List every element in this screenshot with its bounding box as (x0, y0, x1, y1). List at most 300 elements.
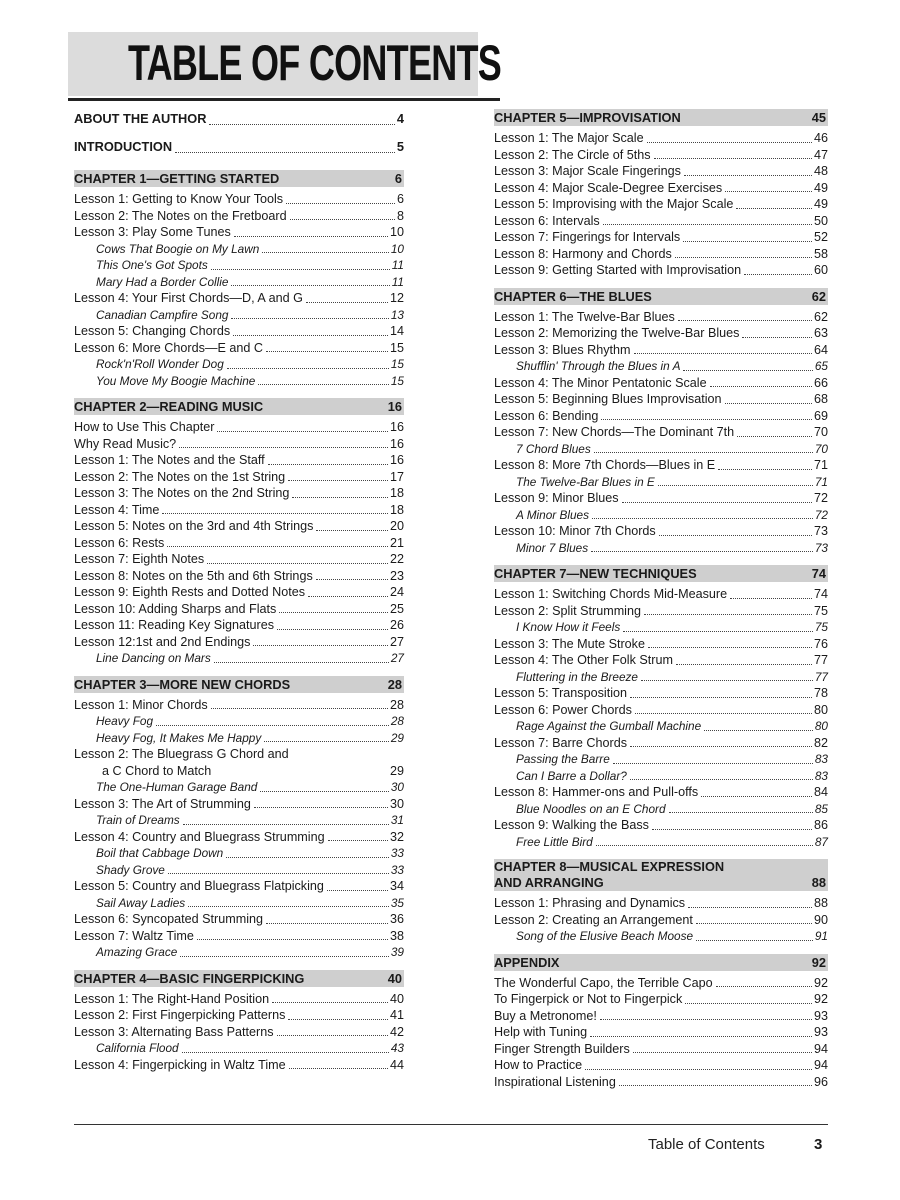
toc-song-entry (74, 812, 404, 829)
entry-page: 75 (814, 620, 828, 634)
entry-page: 64 (813, 342, 828, 357)
chapter-page: 40 (387, 970, 402, 986)
entry-page: 86 (813, 818, 828, 832)
toc-entry (74, 502, 404, 519)
entry-title: Lesson 1: The Major Scale (494, 131, 644, 145)
chapter-title: CHAPTER 8—MUSICAL EXPRESSION AND ARRANGING (494, 859, 725, 890)
entry-title: Why Read Music? (74, 436, 177, 451)
entry-title: Lesson 6: Syncopated Strumming (74, 912, 264, 926)
entry-title: Lesson 8: Harmony and Chords (494, 246, 672, 261)
entry-title: Lesson 7: Eighth Notes (74, 552, 205, 566)
toc-entry (494, 1041, 828, 1058)
dot-leader (258, 384, 389, 385)
entry-page: 72 (813, 491, 828, 505)
toc-entry (494, 490, 828, 507)
entry-page: 16 (389, 420, 404, 434)
dot-leader (209, 124, 394, 125)
entry-title: Lesson 3: The Mute Stroke (494, 636, 645, 651)
entry-title: California Flood (96, 1041, 179, 1055)
toc-entry (74, 485, 404, 502)
entry-page: 36 (389, 912, 404, 926)
entry-title: Lesson 7: New Chords—The Dominant 7th (494, 425, 735, 439)
chapter-heading (74, 398, 404, 415)
entry-title: a C Chord to Match (102, 763, 212, 778)
entry-page: 28 (389, 697, 404, 712)
dot-leader (683, 370, 812, 371)
entry-page: 44 (389, 1057, 404, 1072)
toc-entry (494, 213, 828, 230)
entry-page: 92 (813, 975, 828, 990)
entry-page: 78 (813, 686, 828, 700)
dot-leader (592, 518, 813, 519)
entry-title: ABOUT THE AUTHOR (74, 105, 207, 133)
dot-leader (603, 224, 812, 225)
entry-title: Lesson 6: Rests (74, 535, 165, 550)
entry-title: A Minor Blues (516, 507, 589, 522)
dot-leader (168, 873, 389, 874)
toc-entry (494, 130, 828, 147)
dot-leader (231, 285, 389, 286)
entry-title: Lesson 8: Hammer-ons and Pull-offs (494, 785, 699, 799)
entry-page: 18 (389, 486, 404, 500)
dot-leader (736, 208, 812, 209)
dot-leader (683, 241, 812, 242)
entry-title: Rage Against the Gumball Machine (516, 719, 702, 733)
toc-song-entry (494, 507, 828, 524)
toc-entry (74, 452, 404, 469)
entry-title: Sail Away Ladies (96, 895, 186, 910)
entry-title: How to Practice (494, 1058, 583, 1072)
entry-title: Lesson 1: The Twelve-Bar Blues (494, 309, 675, 324)
toc-entry (494, 1008, 828, 1025)
entry-title: Help with Tuning (494, 1025, 588, 1039)
dot-leader (288, 1019, 388, 1020)
entry-page: 28 (390, 714, 404, 728)
entry-title: The One-Human Garage Band (96, 780, 258, 794)
entry-title: Amazing Grace (96, 945, 178, 959)
dot-leader (641, 680, 813, 681)
toc-song-entry (494, 751, 828, 768)
chapter-heading (494, 288, 828, 305)
entry-title: Shufflin' Through the Blues in A (516, 359, 681, 373)
entry-title: Lesson 5: Improvising with the Major Scale (494, 197, 734, 211)
entry-title: Lesson 6: More Chords—E and C (74, 340, 263, 355)
dot-leader (183, 824, 389, 825)
entry-page: 15 (390, 373, 404, 388)
entry-title: Lesson 2: Creating an Arrangement (494, 912, 693, 927)
toc-song-entry (74, 356, 404, 373)
toc-entry (74, 551, 404, 568)
entry-page: 43 (390, 1041, 404, 1055)
entry-page: 10 (390, 241, 404, 256)
entry-title: Buy a Metronome! (494, 1008, 597, 1023)
dot-leader (327, 890, 388, 891)
toc-entry (74, 191, 404, 208)
dot-leader (659, 535, 812, 536)
entry-page: 94 (813, 1041, 828, 1056)
entry-title: Heavy Fog, It Makes Me Happy (96, 730, 262, 745)
dot-leader (630, 746, 812, 747)
entry-title: Lesson 6: Intervals (494, 213, 600, 228)
toc-entry (494, 229, 828, 246)
toc-entry (494, 1057, 828, 1074)
entry-page: 84 (813, 785, 828, 799)
dot-leader (226, 857, 389, 858)
entry-page: 27 (389, 634, 404, 649)
dot-leader (601, 419, 812, 420)
dot-leader (710, 386, 812, 387)
entry-page: 15 (389, 340, 404, 355)
toc-entry (494, 817, 828, 834)
entry-title: INTRODUCTION (74, 133, 173, 161)
entry-page: 33 (390, 862, 404, 877)
entry-page: 96 (813, 1074, 828, 1089)
chapter-heading (494, 565, 828, 582)
dot-leader (262, 252, 389, 253)
dot-leader (254, 807, 388, 808)
entry-page: 73 (813, 524, 828, 538)
chapter-page: 45 (811, 110, 826, 125)
toc-song-entry (74, 730, 404, 747)
entry-title: The Twelve-Bar Blues in E (516, 474, 655, 489)
toc-entry (494, 163, 828, 180)
dot-leader (635, 713, 812, 714)
dot-leader (167, 546, 388, 547)
dot-leader (279, 612, 388, 613)
entry-title: Boil that Cabbage Down (96, 846, 224, 860)
toc-entry (494, 424, 828, 441)
entry-page: 72 (814, 507, 828, 522)
toc-entry (494, 457, 828, 474)
entry-page: 16 (389, 453, 404, 467)
toc-song-entry (74, 274, 404, 291)
entry-page: 94 (813, 1058, 828, 1072)
dot-leader (718, 469, 812, 470)
dot-leader (316, 530, 388, 531)
entry-title: Rock'n'Roll Wonder Dog (96, 357, 224, 371)
entry-page: 23 (389, 568, 404, 583)
dot-leader (292, 497, 388, 498)
entry-page: 11 (391, 258, 404, 272)
entry-title: Lesson 2: Memorizing the Twelve-Bar Blues (494, 326, 740, 340)
dot-leader (290, 219, 395, 220)
toc-entry (494, 147, 828, 164)
toc-song-entry (74, 862, 404, 879)
entry-page: 20 (389, 519, 404, 533)
entry-title: Cows That Boogie on My Lawn (96, 241, 260, 256)
entry-title: Lesson 12:1st and 2nd Endings (74, 634, 251, 649)
entry-title: Lesson 1: The Right-Hand Position (74, 991, 270, 1006)
toc-entry (74, 208, 404, 225)
dot-leader (266, 923, 388, 924)
dot-leader (658, 485, 813, 486)
dot-leader (594, 452, 813, 453)
dot-leader (676, 664, 812, 665)
toc-song-entry (494, 358, 828, 375)
entry-title: I Know How it Feels (516, 620, 621, 634)
toc-song-entry (74, 307, 404, 324)
entry-page: 10 (389, 225, 404, 239)
toc-entry (74, 634, 404, 651)
page-number: 3 (814, 1136, 823, 1153)
chapter-page: 16 (387, 399, 402, 414)
toc-entry (494, 685, 828, 702)
entry-page: 6 (396, 192, 404, 206)
dot-leader (623, 631, 813, 632)
dot-leader (596, 845, 813, 846)
dot-leader (652, 829, 812, 830)
entry-page: 60 (813, 263, 828, 277)
entry-page: 63 (813, 326, 828, 340)
toc-entry (74, 436, 404, 453)
title-rule (68, 98, 500, 101)
entry-page: 90 (813, 912, 828, 927)
toc-entry (494, 735, 828, 752)
chapter-page: 62 (811, 288, 826, 304)
chapter-title: CHAPTER 6—THE BLUES (494, 288, 652, 304)
dot-leader (231, 318, 388, 319)
entry-title: Lesson 4: Fingerpicking in Waltz Time (74, 1057, 286, 1072)
entry-title: Lesson 2: Split Strumming (494, 603, 641, 618)
toc-song-entry (494, 619, 828, 636)
dot-leader (644, 614, 812, 615)
dot-leader (260, 791, 389, 792)
entry-page: 49 (813, 180, 828, 195)
dot-leader (289, 1068, 388, 1069)
entry-title: Free Little Bird (516, 834, 593, 849)
entry-page: 33 (390, 846, 404, 860)
dot-leader (217, 431, 388, 432)
toc-right-column (494, 105, 828, 1090)
chapter-heading (74, 970, 404, 987)
toc-entry (74, 601, 404, 618)
toc-entry (74, 928, 404, 945)
entry-page: 70 (814, 441, 828, 456)
dot-leader (742, 337, 812, 338)
entry-page: 15 (390, 357, 404, 371)
entry-title: Lesson 8: More 7th Chords—Blues in E (494, 458, 716, 472)
entry-page: 76 (813, 636, 828, 651)
chapter-page: 92 (811, 954, 826, 970)
entry-page: 39 (390, 945, 404, 959)
dot-leader (316, 579, 388, 580)
toc-entry (74, 1007, 404, 1024)
dot-leader (704, 730, 813, 731)
chapter-title: APPENDIX (494, 954, 560, 970)
entry-title: Lesson 3: Alternating Bass Patterns (74, 1024, 274, 1039)
toc-entry (74, 1024, 404, 1041)
entry-page: 70 (813, 425, 828, 439)
footer-label: Table of Contents (648, 1136, 765, 1153)
toc-entry (74, 340, 404, 357)
toc-entry (74, 697, 404, 714)
entry-title: Lesson 4: The Other Folk Strum (494, 653, 673, 667)
toc-entry (74, 796, 404, 813)
dot-leader (272, 1002, 388, 1003)
entry-page: 48 (813, 164, 828, 178)
entry-page: 88 (813, 896, 828, 910)
entry-title: Lesson 6: Bending (494, 408, 599, 423)
entry-title: The Wonderful Capo, the Terrible Capo (494, 975, 713, 990)
dot-leader (277, 1035, 388, 1036)
dot-leader (179, 447, 388, 448)
entry-page: 66 (813, 375, 828, 390)
dot-leader (233, 335, 388, 336)
entry-page: 69 (813, 408, 828, 423)
dot-leader (308, 596, 388, 597)
chapter-title: CHAPTER 2—READING MUSIC (74, 399, 264, 414)
entry-title: Lesson 9: Getting Started with Improvisation (494, 263, 742, 277)
dot-leader (180, 956, 389, 957)
dot-leader (685, 1003, 812, 1004)
toc-entry (494, 246, 828, 263)
toc-entry (74, 518, 404, 535)
toc-song-entry (494, 441, 828, 458)
entry-page: 38 (389, 928, 404, 943)
toc-entry (494, 408, 828, 425)
entry-page: 30 (390, 780, 404, 794)
dot-leader (268, 464, 388, 465)
toc-entry (494, 652, 828, 669)
entry-page: 26 (389, 618, 404, 632)
entry-title: Lesson 3: The Art of Strumming (74, 796, 251, 811)
entry-title: Train of Dreams (96, 813, 180, 827)
toc-entry (74, 290, 404, 307)
dot-leader (214, 662, 389, 663)
entry-title: Lesson 3: Blues Rhythm (494, 342, 631, 357)
dot-leader (182, 1052, 389, 1053)
entry-page: 83 (814, 768, 828, 783)
toc-entry (494, 991, 828, 1008)
entry-title: Lesson 2: First Fingerpicking Patterns (74, 1008, 286, 1022)
entry-page: 12 (389, 291, 404, 305)
entry-title: Lesson 1: Minor Chords (74, 697, 208, 712)
dot-leader (696, 923, 812, 924)
toc-entry (74, 763, 404, 780)
entry-title: Lesson 10: Adding Sharps and Flats (74, 601, 277, 616)
entry-page: 40 (389, 991, 404, 1006)
entry-title: Lesson 6: Power Chords (494, 702, 632, 717)
entry-page: 29 (389, 763, 404, 778)
dot-leader (591, 551, 813, 552)
toc-entry (494, 309, 828, 326)
dot-leader (175, 152, 395, 153)
dot-leader (622, 502, 812, 503)
dot-leader (156, 725, 389, 726)
entry-page: 74 (813, 587, 828, 601)
entry-page: 68 (813, 392, 828, 406)
entry-title: Heavy Fog (96, 714, 154, 728)
entry-title: Lesson 9: Eighth Rests and Dotted Notes (74, 585, 306, 599)
dot-leader (619, 1085, 812, 1086)
entry-title: Lesson 5: Changing Chords (74, 324, 231, 338)
dot-leader (688, 907, 812, 908)
dot-leader (253, 645, 388, 646)
entry-page: 85 (814, 801, 828, 816)
entry-title: Canadian Campfire Song (96, 307, 229, 322)
footer-rule (74, 1124, 828, 1125)
entry-page: 46 (813, 131, 828, 145)
entry-page: 17 (389, 469, 404, 484)
dot-leader (613, 763, 813, 764)
entry-title: Minor 7 Blues (516, 540, 589, 555)
toc-left-column (74, 105, 404, 1073)
toc-entry (494, 636, 828, 653)
toc-entry (494, 523, 828, 540)
dot-leader (701, 796, 812, 797)
entry-page: 75 (813, 603, 828, 618)
dot-leader (188, 906, 389, 907)
dot-leader (162, 513, 388, 514)
dot-leader (630, 779, 813, 780)
dot-leader (227, 368, 389, 369)
entry-title: Can I Barre a Dollar? (516, 768, 627, 783)
toc-entry (74, 1057, 404, 1074)
dot-leader (328, 840, 388, 841)
entry-title: Lesson 9: Minor Blues (494, 491, 619, 505)
toc-entry (494, 912, 828, 929)
entry-page: 83 (814, 752, 828, 766)
entry-page: 87 (814, 834, 828, 849)
toc-entry (494, 603, 828, 620)
entry-page: 30 (389, 796, 404, 811)
entry-page: 82 (813, 735, 828, 750)
toc-entry (494, 375, 828, 392)
toc-entry (74, 323, 404, 340)
toc-entry (494, 262, 828, 279)
toc-song-entry (494, 718, 828, 735)
entry-title: Finger Strength Builders (494, 1041, 630, 1056)
entry-page: 80 (813, 702, 828, 717)
toc-song-entry (494, 540, 828, 557)
dot-leader (600, 1019, 812, 1020)
toc-entry (74, 746, 404, 763)
toc-song-entry (74, 944, 404, 961)
dot-leader (633, 1052, 812, 1053)
entry-title: You Move My Boogie Machine (96, 373, 256, 388)
entry-title: Lesson 11: Reading Key Signatures (74, 618, 274, 632)
entry-page: 77 (813, 653, 828, 667)
toc-song-entry (494, 669, 828, 686)
toc-entry (74, 133, 404, 161)
entry-title: Lesson 4: Time (74, 502, 160, 517)
entry-title: Lesson 1: Switching Chords Mid-Measure (494, 587, 728, 601)
entry-title: Lesson 9: Walking the Bass (494, 818, 649, 832)
entry-page: 50 (813, 213, 828, 228)
dot-leader (306, 302, 388, 303)
entry-page: 52 (813, 230, 828, 244)
chapter-title: CHAPTER 7—NEW TECHNIQUES (494, 566, 697, 581)
dot-leader (207, 563, 388, 564)
entry-title: Lesson 3: Play Some Tunes (74, 225, 231, 239)
entry-page: 34 (389, 879, 404, 893)
entry-page: 29 (390, 730, 404, 745)
toc-entry (74, 584, 404, 601)
entry-title: Lesson 3: Major Scale Fingerings (494, 164, 681, 178)
chapter-page: 88 (811, 875, 826, 890)
chapter-heading (494, 954, 828, 971)
entry-title: Lesson 7: Waltz Time (74, 928, 194, 943)
entry-title: Lesson 5: Country and Bluegrass Flatpicking (74, 879, 324, 893)
toc-entry (494, 196, 828, 213)
entry-page: 35 (390, 895, 404, 910)
entry-title: Lesson 4: The Minor Pentatonic Scale (494, 375, 707, 390)
dot-leader (647, 142, 812, 143)
toc-entry (74, 535, 404, 552)
dot-leader (585, 1069, 812, 1070)
toc-entry (494, 180, 828, 197)
entry-title: To Fingerpick or Not to Fingerpick (494, 992, 683, 1006)
